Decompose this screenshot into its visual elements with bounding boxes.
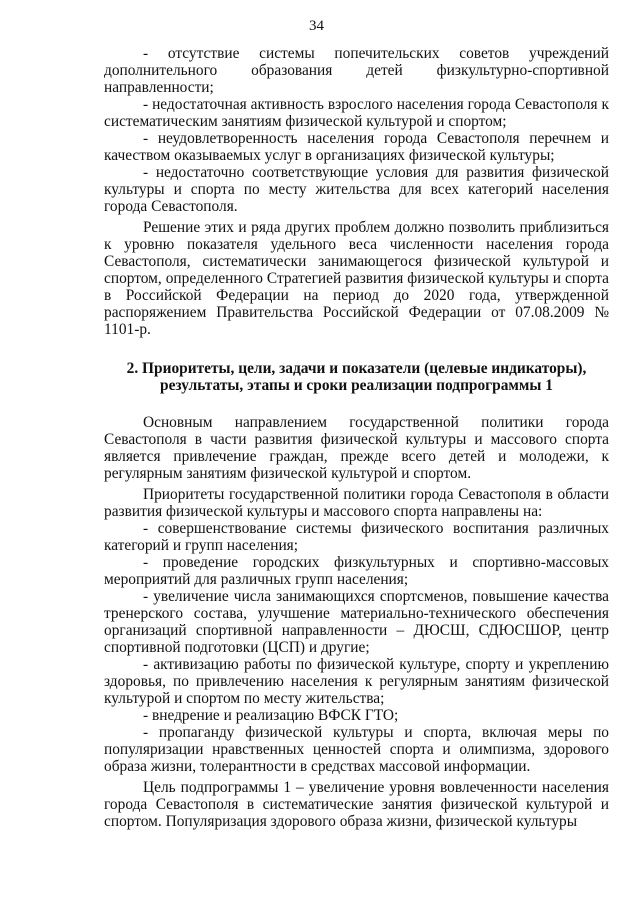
list-item: - пропаганду физической культуры и спорта, включая меры по популяризации нравственных ценностей спорта и олимпизма, здорового образа жизни, толерантности в средствах массовой информации. [104,724,609,775]
paragraph: - отсутствие системы попечительских советов учреждений дополнительного образования детей физкультурно-спортивной направленности; [104,45,609,96]
section-heading-line: 2. Приоритеты, цели, задачи и показатели (целевые индикаторы), [126,360,587,377]
paragraph: Решение этих и ряда других проблем должно позволить приблизиться к уровню показателя удельного веса численности населения города Севастополя, систематически занимающегося физической культурой и спортом, определенного Стратегией развития физической культуры и спорта в Российской Федерации на период до 2020 года, утвержденной распоряжением Правительства Российской Федерации от 07.08.2009 № 1101-р. [104,219,609,338]
list-item: - проведение городских физкультурных и спортивно-массовых мероприятий для различных групп населения; [104,554,609,588]
paragraph: Приоритеты государственной политики города Севастополя в области развития физической культуры и массового спорта направлены на: [104,486,609,520]
paragraph: Основным направлением государственной политики города Севастополя в части развития физической культуры и массового спорта является привлечение граждан, прежде всего детей и молодежи, к регулярным занятиям физической культурой и спортом. [104,414,609,482]
page-number: 34 [309,18,324,34]
list-item: - активизацию работы по физической культуре, спорту и укреплению здоровья, по привлечению населения к регулярным занятиям физической культурой и спортом по месту жительства; [104,656,609,707]
paragraph: - неудовлетворенность населения города Севастополя перечнем и качеством оказываемых услуг в организациях физической культуры; [104,130,609,164]
list-item: - внедрение и реализацию ВФСК ГТО; [143,707,399,724]
section-heading-line: результаты, этапы и сроки реализации подпрограммы 1 [160,377,553,394]
paragraph: Цель подпрограммы 1 – увеличение уровня вовлеченности населения города Севастополя в систематические занятия физической культурой и спортом. Популяризация здорового образа жизни, физической культуры [104,779,609,830]
section-heading [104,360,609,394]
paragraph: - недостаточно соответствующие условия для развития физической культуры и спорта по месту жительства для всех категорий населения города Севастополя. [104,164,609,215]
list-item: - совершенствование системы физического воспитания различных категорий и групп населения; [104,520,609,554]
list-item: - увеличение числа занимающихся спортсменов, повышение качества тренерского состава, улучшение материально-технического обеспечения организаций спортивной направленности – ДЮСШ, СДЮСШОР, центр спортивной подготовки (ЦСП) и другие; [104,588,609,656]
paragraph: - недостаточная активность взрослого населения города Севастополя к систематическим занятиям физической культурой и спортом; [104,96,609,130]
document-body [104,45,609,830]
